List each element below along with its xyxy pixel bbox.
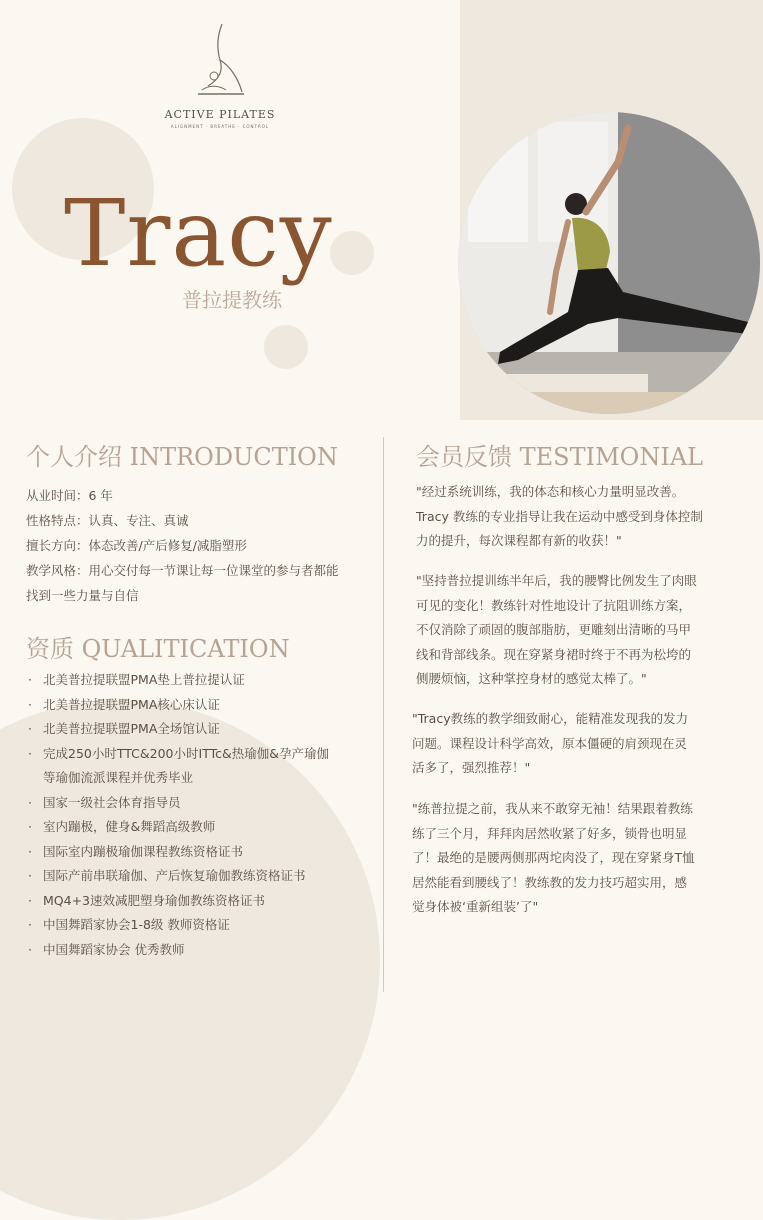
list-item: · 中国舞蹈家协会 优秀教师 bbox=[28, 941, 185, 957]
testimonial-quote: "坚持普拉提训练半年后，我的腰臀比例发生了肉眼 可见的变化！教练针对性地设计了抗阻训练方案， 不仅消除了顽固的腹部脂肪，更雕刻出清晰的马甲 线和背部线条。现在穿紧身裙时终于不再为松垮的 侧腰烦恼，这种掌控身材的感觉太棒了。" bbox=[416, 573, 697, 686]
decor-circle-small bbox=[330, 231, 374, 275]
decor-circle-medium bbox=[264, 325, 308, 369]
intro-line: 教学风格：用心交付每一节课让每一位课堂的参与者都能 bbox=[26, 563, 339, 578]
testimonial-title: 会员反馈 TESTIMONIAL bbox=[416, 443, 704, 471]
list-item: · 完成250小时TTC&200小时ITTc&热瑜伽&孕产瑜伽 等瑜伽流派课程并优秀毕业 bbox=[28, 745, 329, 785]
list-item: · 国家一级社会体育指导员 bbox=[28, 794, 181, 810]
brand-tagline: ALIGNMENT · BREATHE · CONTROL bbox=[170, 124, 270, 129]
introduction-title: 个人介绍 INTRODUCTION bbox=[26, 443, 338, 471]
qualification-title: 资质 QUALITICATION bbox=[26, 635, 290, 663]
list-item: · 国际室内蹦极瑜伽课程教练资格证书 bbox=[28, 843, 244, 859]
list-item: · 室内蹦极，健身&舞蹈高级教师 bbox=[28, 819, 216, 834]
list-item: · 国际产前串联瑜伽、产后恢复瑜伽教练资格证书 bbox=[28, 868, 306, 883]
coach-role: 普拉提教练 bbox=[182, 288, 282, 312]
list-item: · 中国舞蹈家协会1-8级 教师资格证 bbox=[28, 917, 230, 932]
pilates-figure-icon bbox=[190, 20, 250, 100]
testimonial-quote: "练普拉提之前，我从来不敢穿无袖！结果跟着教练 练了三个月，拜拜肉居然收紧了好多，锁骨也明显 了！最绝的是腰两侧那两坨肉没了，现在穿紧身T恤 居然能看到腰线了！教练教的发力技巧超实用，感 觉身体被‘重新组装’了" bbox=[412, 801, 695, 914]
testimonial-quote: "经过系统训练，我的体态和核心力量明显改善。 Tracy 教练的专业指导让我在运动中感受到身体控制 力的提升，每次课程都有新的收获！" bbox=[416, 484, 703, 548]
list-item: · 北美普拉提联盟PMA核心床认证 bbox=[28, 696, 220, 712]
brand-logo bbox=[160, 20, 280, 129]
intro-line: 找到一些力量与自信 bbox=[26, 588, 139, 603]
intro-line: 从业时间：6 年 bbox=[26, 488, 113, 503]
list-item: · 北美普拉提联盟PMA垫上普拉提认证 bbox=[28, 672, 245, 687]
brand-name: ACTIVE PILATES bbox=[164, 108, 276, 121]
intro-line: 性格特点：认真、专注、真诚 bbox=[26, 513, 189, 528]
intro-line: 擅长方向：体态改善/产后修复/减脂塑形 bbox=[26, 538, 247, 553]
list-item: · MQ4+3速效减肥塑身瑜伽教练资格证书 bbox=[28, 892, 266, 908]
coach-photo bbox=[458, 112, 760, 414]
qualification-list bbox=[28, 668, 329, 962]
coach-name: Tracy bbox=[64, 180, 333, 287]
testimonial-quote: "Tracy教练的教学细致耐心，能精准发现我的发力 问题。课程设计科学高效，原本僵硬的肩颈现在灵 活多了，强烈推荐！" bbox=[412, 711, 689, 775]
column-divider bbox=[383, 437, 384, 992]
list-item: · 北美普拉提联盟PMA全场馆认证 bbox=[28, 721, 220, 736]
